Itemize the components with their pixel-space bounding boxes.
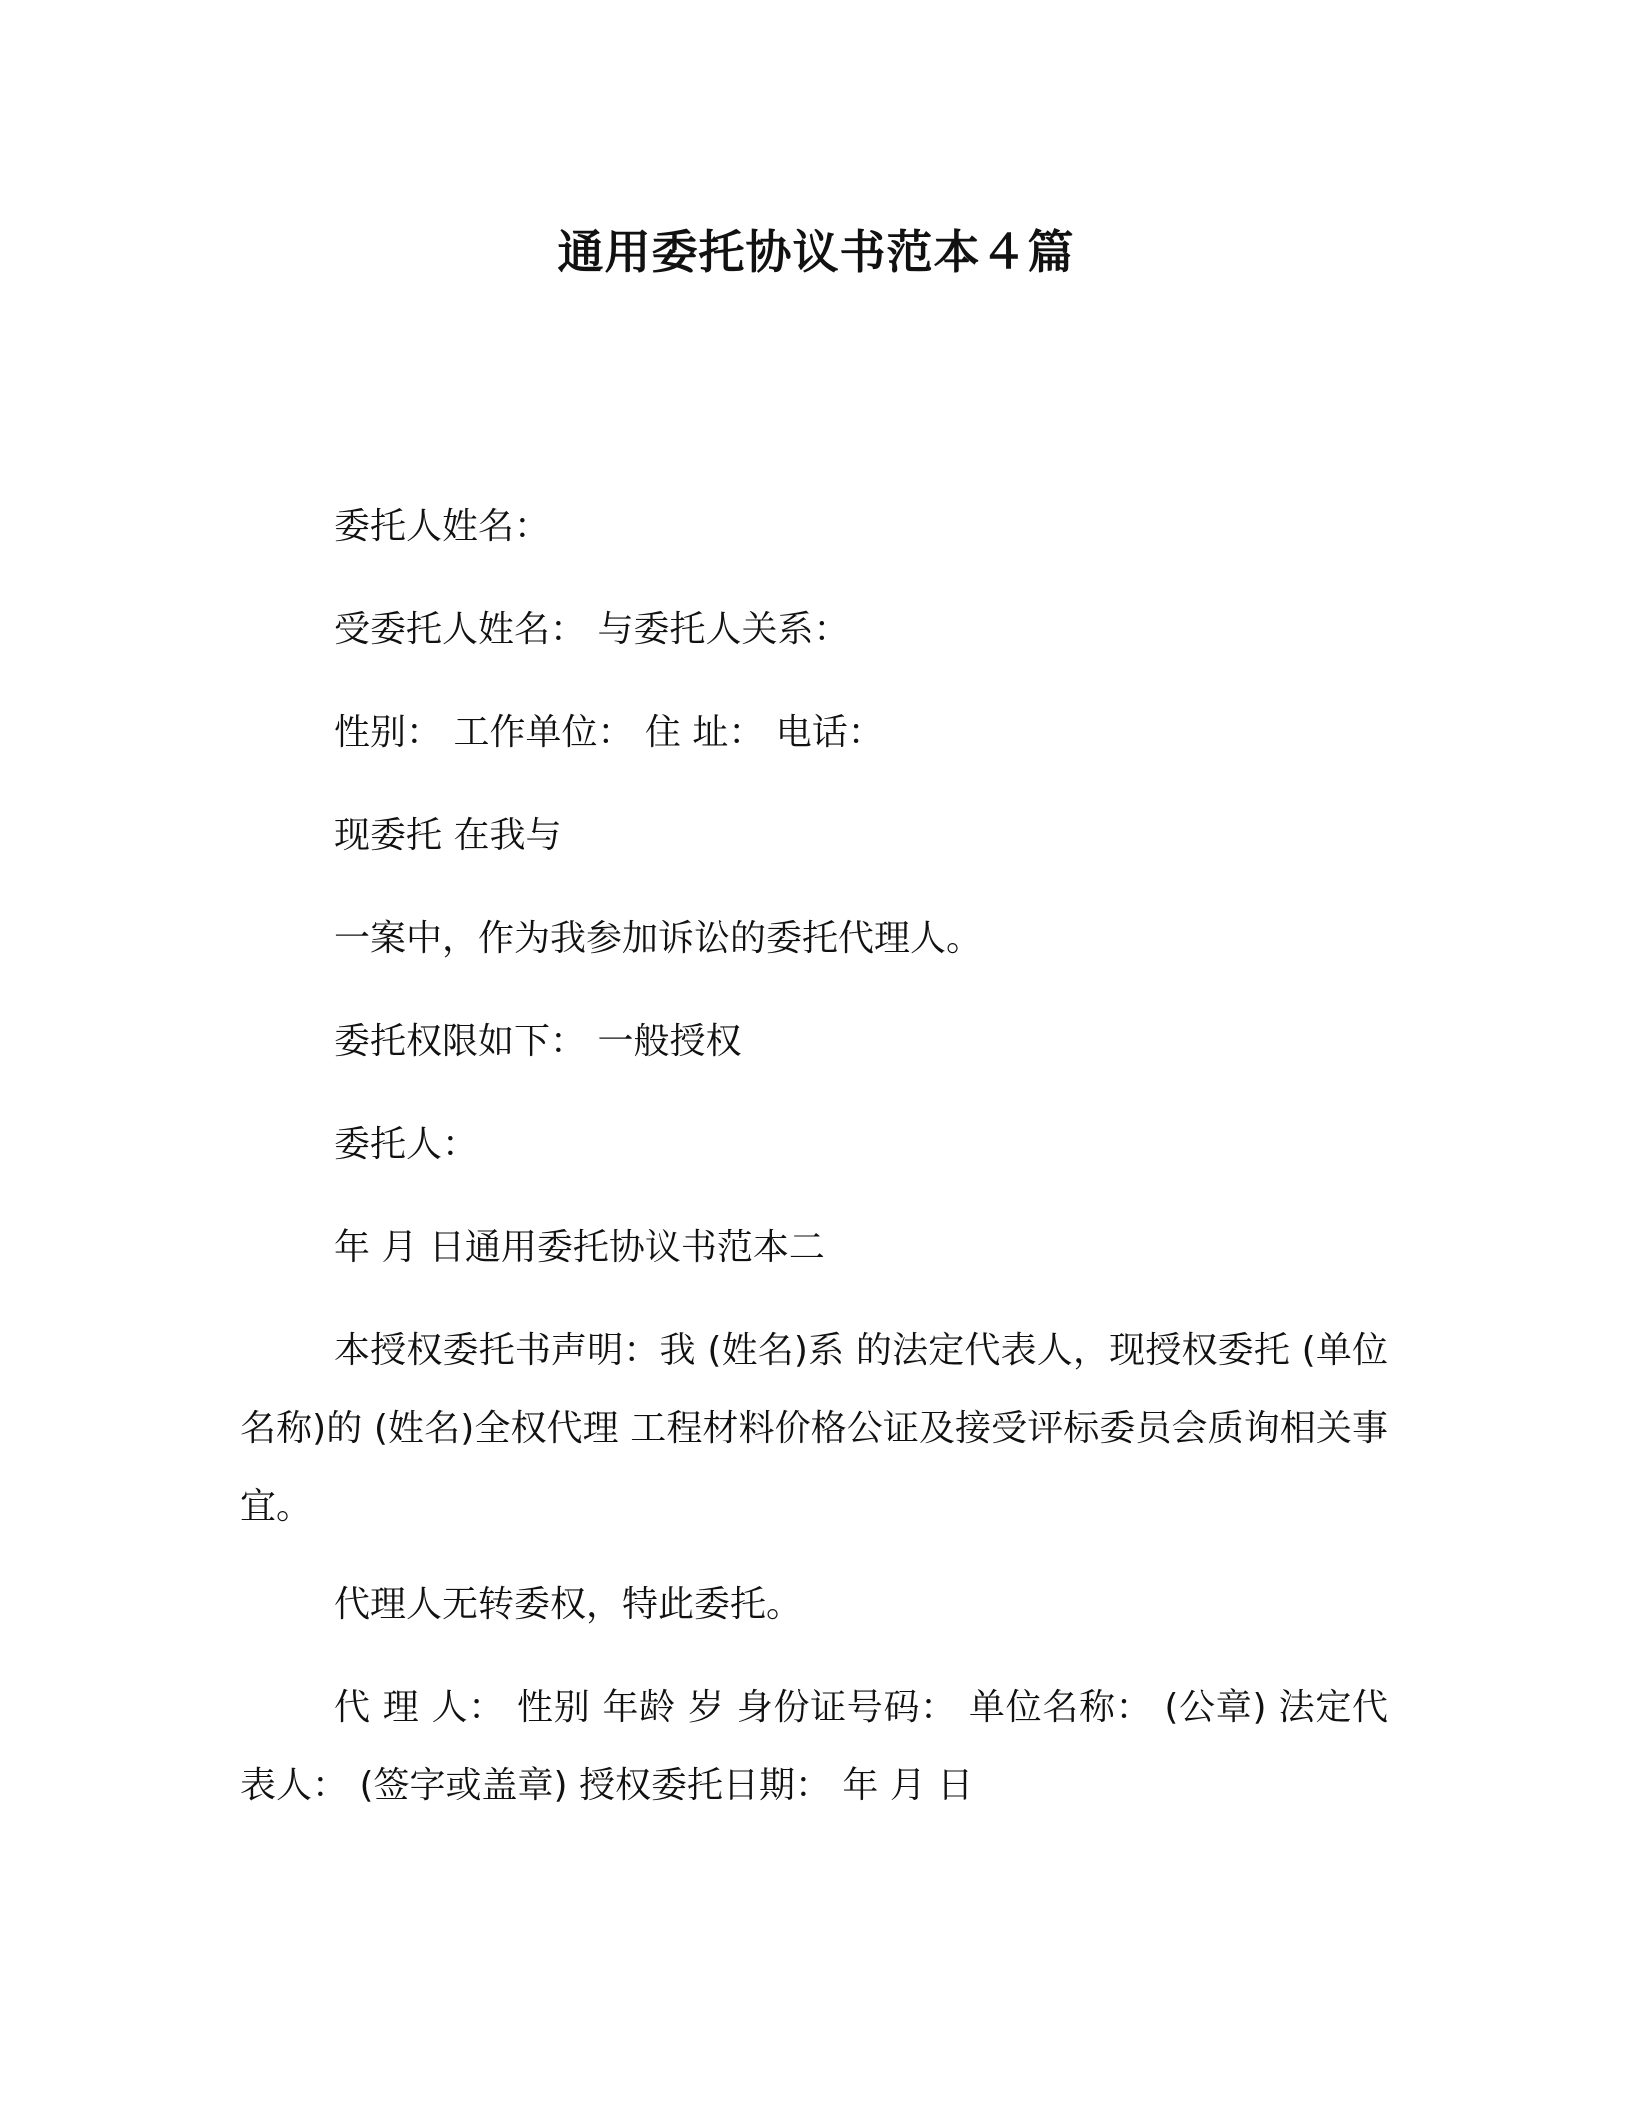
case-line: 一案中，作为我参加诉讼的委托代理人。: [334, 918, 983, 959]
date-and-section-two-line: 年 月 日通用委托协议书范本二: [334, 1227, 825, 1268]
agent-name-line: 受委托人姓名： 与委托人关系：: [334, 609, 850, 650]
agent-signature-paragraph: 代 理 人： 性别 年龄 岁 身份证号码： 单位名称： (公章) 法定代表人： (签字或盖章) 授权委托日期： 年 月 日: [240, 1687, 1388, 1806]
principal-name-line: 委托人姓名：: [334, 506, 551, 547]
entrust-line: 现委托 在我与: [334, 815, 562, 856]
authority-line: 委托权限如下： 一般授权: [334, 1021, 742, 1062]
principal-signature-line: 委托人：: [334, 1124, 479, 1165]
no-sub-delegation-line: 代理人无转委权，特此委托。: [334, 1584, 803, 1625]
document-title: 通用委托协议书范本４篇: [557, 225, 1075, 279]
agent-details-line: 性别： 工作单位： 住 址： 电话：: [334, 712, 884, 753]
authorization-statement-paragraph: 本授权委托书声明：我 (姓名)系 的法定代表人，现授权委托 (单位名称)的 (姓名)全权代理 工程材料价格公证及接受评标委员会质询相关事宜。: [240, 1330, 1388, 1527]
